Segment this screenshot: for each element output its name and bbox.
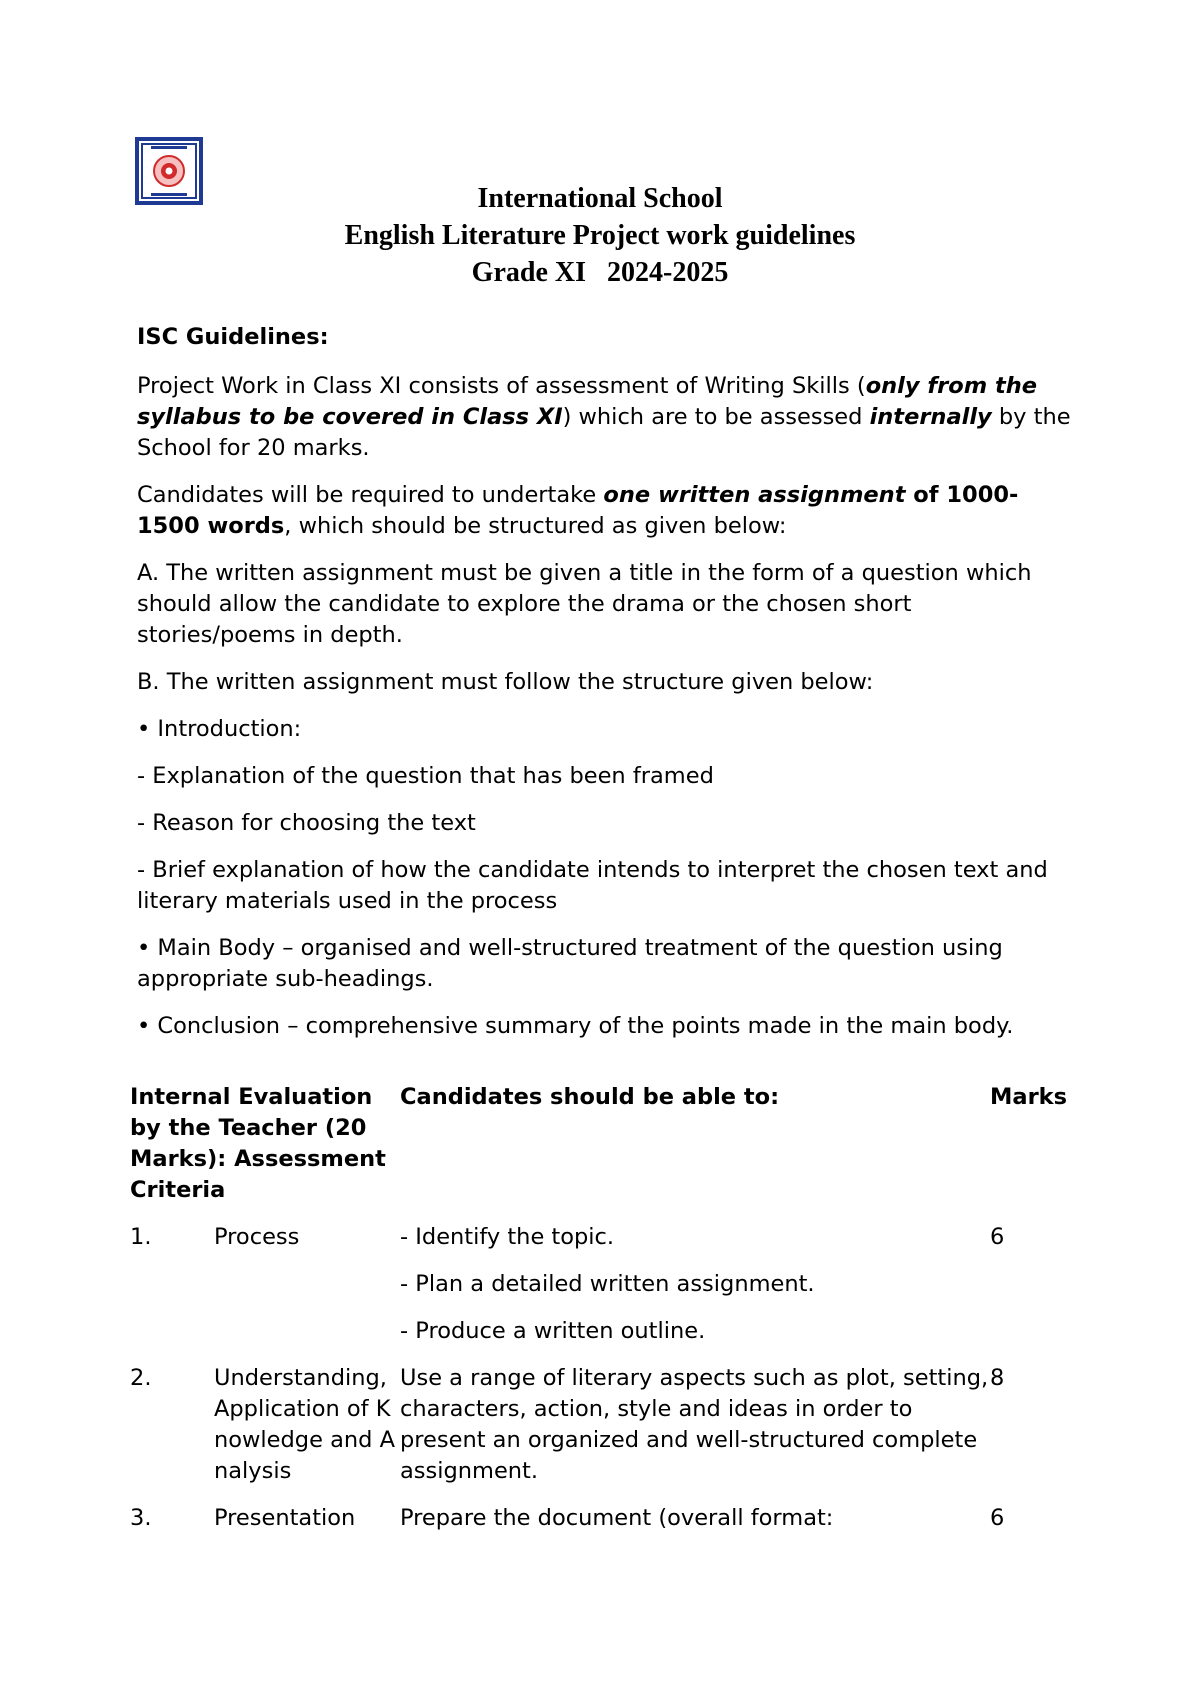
header-criteria: Internal Evaluation by the Teacher (20 Marks): Assessment Criteria [130, 1084, 386, 1203]
assessment-criteria-table [130, 1082, 1100, 1550]
bullet-conclusion: • Conclusion – comprehensive summary of the points made in the main body. [137, 1013, 1014, 1039]
row-marks: 8 [990, 1365, 1005, 1391]
row-description [400, 1503, 990, 1550]
row-item: Prepare the document (overall format: [400, 1505, 834, 1531]
paragraph-b: B. The written assignment must follow the structure given below: [137, 669, 874, 695]
intro-item-brief: - Brief explanation of how the candidate intends to interpret the chosen text and literary materials used in the process [137, 857, 1048, 914]
isc-guidelines-title: ISC Guidelines: [137, 324, 329, 350]
header-able: Candidates should be able to: [400, 1084, 780, 1110]
row-description [400, 1222, 990, 1363]
p1-text-3: by the School for 20 marks. [137, 404, 1071, 461]
row-item: - Plan a detailed written assignment. [400, 1271, 815, 1297]
paragraph-a: A. The written assignment must be given a title in the form of a question which should allow the candidate to explore the drama or the chosen short stories/poems in depth. [137, 560, 1032, 648]
table-row [130, 1363, 1100, 1503]
row-item: - Produce a written outline. [400, 1318, 706, 1344]
p1-emphasis-internally: internally [869, 404, 992, 430]
p2-text-1: Candidates will be required to undertake [137, 482, 604, 508]
table-row [130, 1222, 1100, 1363]
header-marks: Marks [990, 1084, 1068, 1110]
document-heading [0, 180, 1200, 291]
row-marks: 6 [990, 1505, 1005, 1531]
bullet-introduction: • Introduction: [137, 716, 302, 742]
bullet-main-body: • Main Body – organised and well-structured treatment of the question using appropriate sub-headings. [137, 935, 1003, 992]
row-description [400, 1363, 990, 1503]
row-marks: 6 [990, 1224, 1005, 1250]
row-number: 2. [130, 1365, 152, 1391]
p2-emphasis-assignment: one written assignment [603, 482, 906, 508]
row-criterion: Understanding, Application of Knowledge and Analysis [214, 1365, 395, 1484]
row-number: 3. [130, 1505, 152, 1531]
grade-year: Grade XI 2024-2025 [471, 257, 729, 288]
school-name: International School [477, 183, 723, 214]
p1-emphasis-syllabus: only from the syllabus to be covered in Class XI [137, 373, 1038, 430]
p1-text-2: ) which are to be assessed [562, 404, 870, 430]
paragraph-candidates [137, 480, 1077, 542]
p2-emphasis-words: of 1000-1500 words [137, 482, 1019, 539]
p2-text-2: , which should be structured as given below: [284, 513, 787, 539]
intro-item-reason: - Reason for choosing the text [137, 810, 476, 836]
row-number: 1. [130, 1224, 152, 1250]
p1-text-1: Project Work in Class XI consists of assessment of Writing Skills ( [137, 373, 866, 399]
intro-item-explanation: - Explanation of the question that has been framed [137, 763, 714, 789]
project-title: English Literature Project work guidelines [344, 220, 856, 251]
guidelines-body [137, 322, 1077, 1058]
row-criterion: Presentation [214, 1505, 356, 1531]
row-item: Use a range of literary aspects such as plot, setting, characters, action, style and ideas in order to present an organized and well-structured complete assignment. [400, 1365, 989, 1484]
table-row [130, 1503, 1100, 1550]
table-header-row [130, 1082, 1100, 1222]
paragraph-project-work [137, 371, 1077, 464]
row-criterion: Process [214, 1224, 300, 1250]
row-item: - Identify the topic. [400, 1224, 615, 1250]
